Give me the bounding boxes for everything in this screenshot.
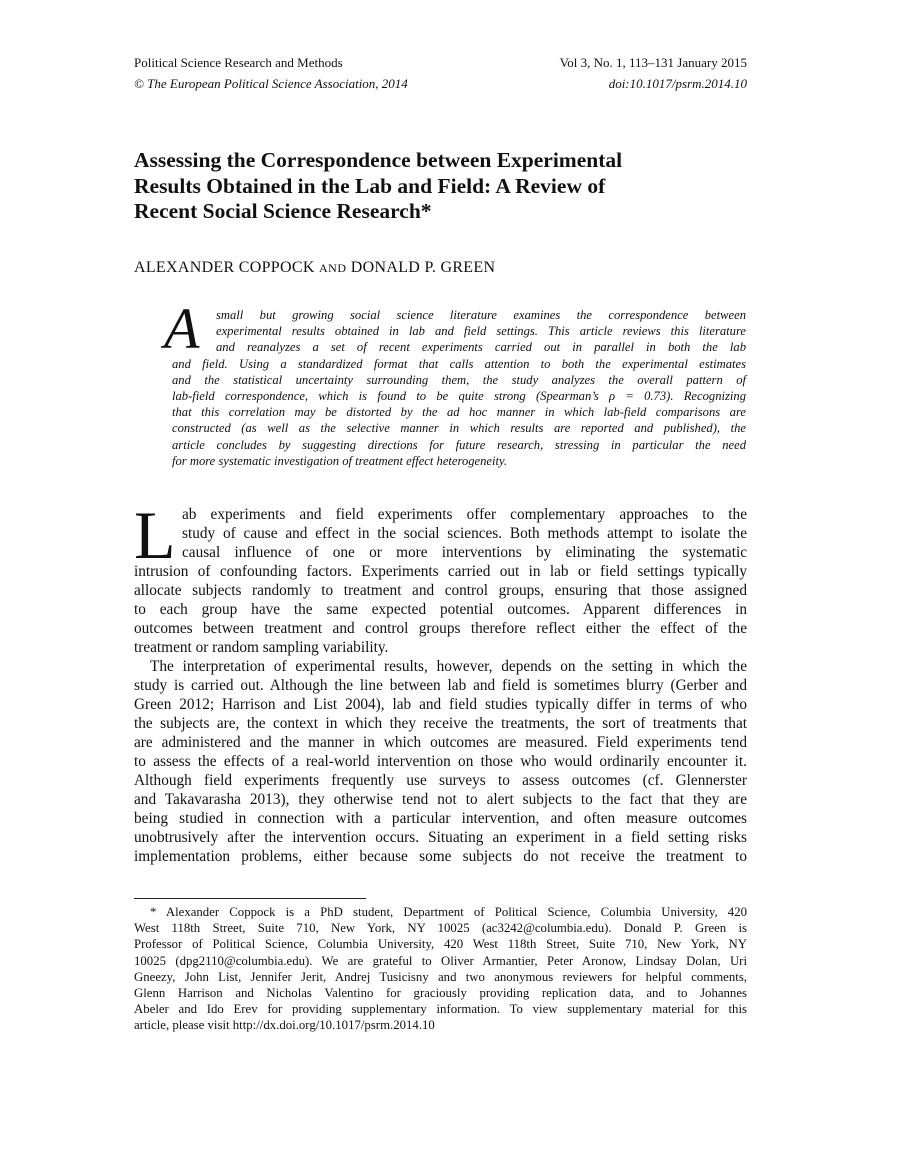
abstract-line: small but growing social science literature examines the correspondence between (216, 308, 746, 322)
volume-info: Vol 3, No. 1, 113–131 January 2015 (559, 55, 747, 70)
abstract-drop-cap: A (164, 296, 200, 361)
body-drop-cap: L (134, 497, 176, 573)
footnote-line: 10025 (dpg2110@columbia.edu). We are grateful to Oliver Armantier, Peter Aronow, Lindsay Dolan, Uri (134, 953, 747, 968)
body-line: causal influence of one or more interventions by eliminating the systematic (182, 544, 747, 561)
abstract (164, 296, 746, 469)
footnote-line: article, please visit http://dx.doi.org/10.1017/psrm.2014.10 (134, 1018, 435, 1033)
body-line: The interpretation of experimental results, however, depends on the setting in which the (150, 658, 747, 675)
article-title (134, 148, 714, 225)
abstract-line: that this correlation may be distorted by the ad hoc manner in which lab-field comparisons are (172, 405, 746, 420)
body-line: the subjects are, the context in which they receive the treatments, the sort of treatments that (134, 715, 747, 732)
body-line: implementation problems, either because some subjects do not receive the treatment to (134, 848, 747, 865)
footnote-line: Gneezy, John List, Jennifer Jerit, Andrej Tusicisny and two anonymous reviewers for helpful comments, (134, 969, 747, 984)
body-line: to assess the effects of a real-world intervention on those who would ordinarily encounter it. (134, 753, 747, 770)
abstract-line: and reanalyzes a set of recent experiments carried out in parallel in both the lab (216, 340, 746, 355)
abstract-line: lab-field correspondence, which is found to be quite strong (Spearman’s ρ = 0.73). Recognizing (172, 389, 746, 404)
body-line: ab experiments and field experiments offer complementary approaches to the (182, 506, 747, 523)
abstract-line: for more systematic investigation of treatment effect heterogeneity. (172, 453, 508, 468)
body-line: allocate subjects randomly to treatment and control groups, ensuring that those assigned (134, 582, 747, 599)
author-line (134, 259, 495, 277)
doi[interactable]: doi:10.1017/psrm.2014.10 (608, 76, 747, 91)
body-line: and Takavarasha 2013), they otherwise tend not to alert subjects to the fact that they are (134, 791, 747, 808)
copyright-notice: © The European Political Science Association, 2014 (134, 76, 408, 91)
footnote-line: Abeler and Ido Erev for providing supplementary information. To view supplementary material for this (134, 1002, 747, 1017)
body-line: being studied in connection with a particular intervention, and often measure outcomes (134, 810, 747, 827)
body-line: Although field experiments frequently use surveys to assess outcomes (cf. Glennerster (134, 772, 747, 789)
footnote (134, 904, 747, 1034)
body-line: outcomes between treatment and control groups therefore reflect either the effect of the (134, 620, 747, 637)
body-line: intrusion of confounding factors. Experiments carried out in lab or field settings typically (134, 563, 747, 580)
footnote-line: West 118th Street, Suite 710, New York, NY 10025 (ac3242@columbia.edu). Donald P. Green is (134, 921, 747, 936)
title-line: Assessing the Correspondence between Experimental (134, 148, 623, 172)
author-conjunction: AND (318, 261, 347, 275)
body-line: study is carried out. Although the line between lab and field is sometimes blurry (Gerber and (134, 677, 747, 694)
footnote-line: Professor of Political Science, Columbia University, 420 West 118th Street, Suite 710, New York, NY (134, 937, 747, 952)
title-line: Results Obtained in the Lab and Field: A Review of (134, 173, 606, 198)
body-line: study of cause and effect in the social sciences. Both methods attempt to isolate the (182, 525, 747, 542)
body-line: to each group have the same expected potential outcomes. Apparent differences in (134, 601, 747, 618)
body-text (134, 497, 747, 866)
footnote-line: * Alexander Coppock is a PhD student, Department of Political Science, Columbia University, 420 (150, 905, 747, 919)
title-line: Recent Social Science Research* (134, 199, 432, 223)
abstract-line: experimental results obtained in lab and field settings. This article reviews this literature (216, 324, 746, 339)
body-line: treatment or random sampling variability. (134, 639, 389, 656)
author-name: DONALD P. GREEN (350, 259, 496, 276)
journal-name: Political Science Research and Methods (134, 55, 343, 70)
body-line: are administered and the manner in which outcomes are measured. Field experiments tend (134, 734, 747, 751)
abstract-line: constructed (as well as the selective manner in which results are reported and published), the (172, 421, 746, 436)
abstract-line: article concludes by suggesting directions for future research, stressing in particular the need (172, 437, 746, 452)
body-line: unobtrusively after the intervention occurs. Situating an experiment in a field setting risks (134, 829, 747, 846)
footnote-divider (134, 898, 366, 899)
abstract-line: and the statistical uncertainty surrounding them, the study analyzes the overall pattern of (172, 372, 746, 387)
body-line: Green 2012; Harrison and List 2004), lab and field studies typically differ in terms of who (134, 696, 747, 713)
abstract-line: and field. Using a standardized format that calls attention to both the experimental estimates (172, 356, 746, 371)
footnote-line: Glenn Harrison and Nicholas Valentino for graciously providing replication data, and to Johannes (134, 986, 747, 1001)
author-name: ALEXANDER COPPOCK (134, 259, 315, 276)
